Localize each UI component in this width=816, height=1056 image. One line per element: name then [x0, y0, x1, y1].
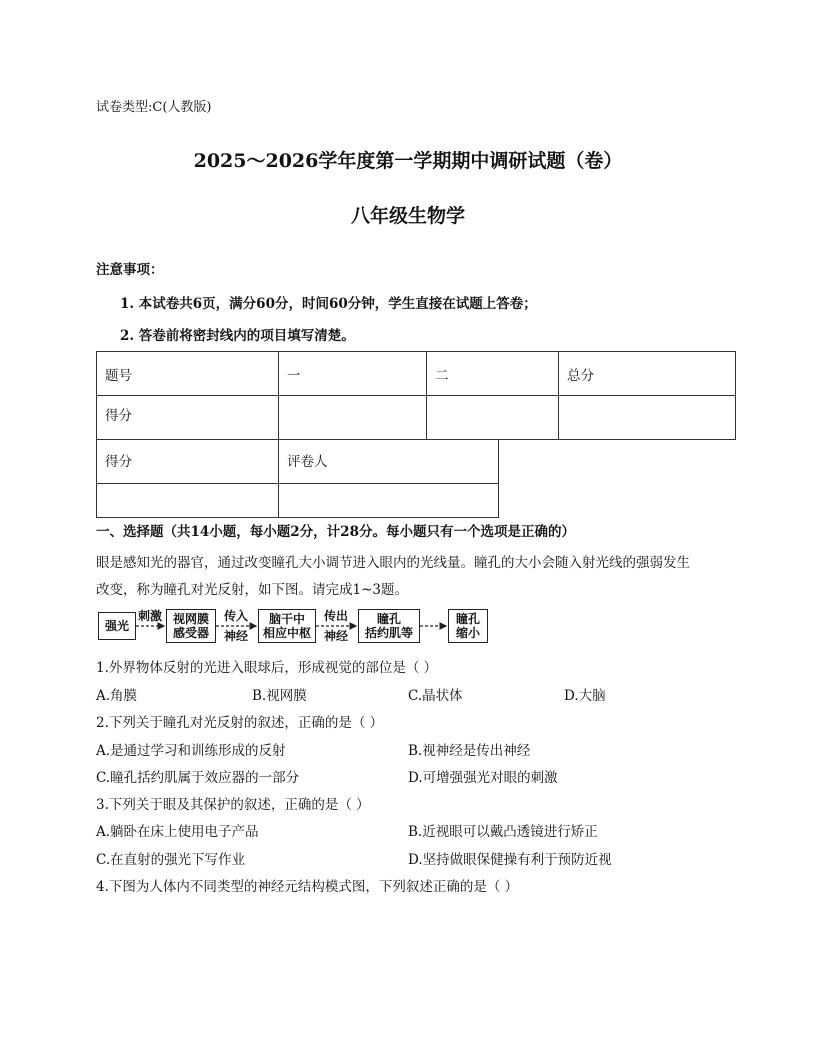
pupil-reflex-diagram: [98, 608, 490, 644]
flow-box-sphincter: [358, 609, 420, 643]
score-input-cell[interactable]: [427, 396, 559, 440]
grader-input-cell[interactable]: [97, 484, 279, 518]
flow-box-pupil-constrict: [448, 609, 488, 643]
flow-box-text: 视网膜: [172, 612, 209, 626]
question-option[interactable]: C.晶状体: [408, 688, 463, 704]
flow-box-text: 瞳孔: [455, 612, 480, 626]
section-heading: 一、选择题（共14小题，每小题2分，计28分。每小题只有一个选项是正确的）: [96, 524, 575, 540]
question-option[interactable]: D.坚持做眼保健操有利于预防近视: [408, 852, 612, 868]
subject-title: 八年级生物学: [350, 205, 465, 227]
flow-label-efferent: 神经: [323, 629, 348, 643]
score-header-cell: 总分: [559, 352, 736, 396]
question-option[interactable]: B.视神经是传出神经: [408, 743, 531, 759]
score-header-cell: 二: [427, 352, 559, 396]
score-input-cell[interactable]: [279, 396, 427, 440]
question-stem: 2.下列关于瞳孔对光反射的叙述，正确的是（ ）: [96, 715, 384, 731]
question-option[interactable]: B.近视眼可以戴凸透镜进行矫正: [408, 824, 598, 840]
question-option[interactable]: C.在直射的强光下写作业: [96, 852, 246, 868]
notice-item: 2. 答卷前将密封线内的项目填写清楚。: [120, 328, 355, 344]
score-header-cell: 题号: [97, 352, 279, 396]
question-option[interactable]: D.可增强强光对眼的刺激: [408, 770, 558, 786]
question-option[interactable]: A.角膜: [96, 688, 138, 704]
flow-box-strong-light: [98, 612, 136, 640]
flow-box-text: 瞳孔: [376, 612, 401, 626]
question-option[interactable]: B.视网膜: [252, 688, 307, 704]
exam-title: 2025～2026学年度第一学期期中调研试题（卷）: [193, 150, 623, 172]
question-option[interactable]: D.大脑: [564, 688, 606, 704]
flow-box-text: 缩小: [455, 626, 480, 640]
flow-label-afferent: 传入: [223, 609, 248, 623]
flow-label-afferent: 神经: [223, 629, 248, 643]
grader-input-cell[interactable]: [279, 484, 499, 518]
paper-type-note: 试卷类型:C(人教版): [96, 100, 212, 115]
flow-label-stimulus: 刺激: [137, 609, 162, 623]
notice-item: 1. 本试卷共6页，满分60分，时间60分钟，学生直接在试题上答卷；: [120, 296, 537, 312]
score-row-label: 得分: [97, 396, 279, 440]
question-option[interactable]: A.躺卧在床上使用电子产品: [96, 824, 259, 840]
flow-box-retina: [166, 609, 216, 643]
score-table: [96, 351, 736, 440]
score-input-cell[interactable]: [559, 396, 736, 440]
notice-heading: 注意事项：: [96, 262, 164, 278]
intro-text: 眼是感知光的器官，通过改变瞳孔大小调节进入眼内的光线量。瞳孔的大小会随入射光线的强弱发生: [96, 555, 690, 571]
flow-box-text: 强光: [104, 619, 129, 633]
grader-header-cell: 得分: [97, 440, 279, 484]
grader-header-cell: 评卷人: [279, 440, 499, 484]
question-option[interactable]: C.瞳孔括约肌属于效应器的一部分: [96, 770, 300, 786]
question-stem: 3.下列关于眼及其保护的叙述，正确的是（ ）: [96, 797, 370, 813]
intro-text: 改变，称为瞳孔对光反射，如下图。请完成1~3题。: [96, 582, 408, 598]
flow-box-text: 感受器: [172, 626, 209, 640]
flow-label-efferent: 传出: [323, 609, 348, 623]
question-option[interactable]: A.是通过学习和训练形成的反射: [96, 743, 286, 759]
flow-box-text: 相应中枢: [262, 626, 311, 640]
flow-box-text: 脑干中: [268, 612, 305, 626]
question-stem: 4.下图为人体内不同类型的神经元结构模式图，下列叙述正确的是（ ）: [96, 879, 519, 895]
score-header-cell: 一: [279, 352, 427, 396]
question-stem: 1.外界物体反射的光进入眼球后，形成视觉的部位是（ ）: [96, 660, 438, 676]
flow-box-brainstem: [258, 609, 316, 643]
grader-table: [96, 439, 499, 518]
flow-box-text: 括约肌等: [364, 626, 413, 640]
